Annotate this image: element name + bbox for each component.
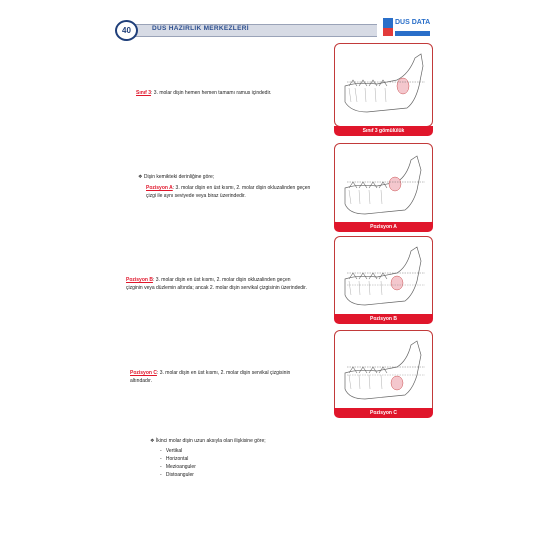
list-item: - Vertikal [160,448,183,454]
sinif3-text: : 3. molar dişin hemen hemen tamamı ramus içindedir. [151,90,272,96]
list-item: - Horizontal [160,456,189,462]
dusdata-logo [383,18,431,40]
logo-square-icon [383,18,393,28]
posA-text-2: çizgi ile aynı seviyede veya biraz üzerindedir. [146,193,246,199]
mandible-illustration [337,239,430,317]
posA-label: Pozisyon A [146,185,173,191]
posA-text-1: : 3. molar dişin en üst kısmı, 2. molar dişin okluzalinden geçen [172,185,311,191]
posA-paragraph [146,184,331,200]
posB-text-2: çizginin veya düzlemin altında; ancak 2. molar dişin servikal çizgisinin üzerindedir. [126,285,307,291]
posC-figure [334,330,433,414]
list-item-label: Distoanguler [165,472,194,478]
sinif3-paragraph [136,89,271,97]
posB-paragraph [126,276,331,292]
posC-text-2: altındadır. [130,378,152,384]
diamond-bullet-icon: ❖ [150,438,156,444]
mandible-illustration [337,46,430,124]
logo-subbar [395,31,430,36]
mandible-illustration [337,333,430,411]
posB-caption: Pozisyon B [334,314,433,324]
page-number: 40 [115,20,138,41]
header-title: DUS HAZIRLIK MERKEZLERİ [152,25,249,32]
mandible-illustration [337,146,430,224]
posA-caption: Pozisyon A [334,222,433,232]
depth-heading [138,173,214,181]
depth-heading-text: Dişin kemikteki derinliğine göre; [143,174,215,180]
posC-paragraph [130,369,330,385]
posC-text-1: : 3. molar dişin en üst kısmı, 2. molar dişin servikal çizgisinin [156,370,291,376]
posA-figure [334,143,433,227]
posC-caption: Pozisyon C [334,408,433,418]
axis-heading-text: İkinci molar dişin uzun aksıyla olan ilişkisine göre; [155,438,266,444]
list-item-label: Horizontal [165,456,189,462]
posB-label: Pozisyon B [126,277,153,283]
posC-label: Pozisyon C [130,370,157,376]
list-item: - Mezioanguler [160,464,196,470]
logo-square-red-icon [383,28,393,36]
list-item-label: Mezioanguler [165,464,196,470]
posB-figure [334,236,433,320]
list-item: - Distoanguler [160,472,194,478]
sinif3-figure [334,43,433,127]
diamond-bullet-icon: ❖ [138,174,144,180]
logo-text: DUS DATA [395,19,431,26]
list-item-label: Vertikal [165,448,183,454]
posB-text-1: : 3. molar dişin en üst kısmı, 2. molar dişin okluzalinden geçen [152,277,291,283]
sinif3-caption: Sınıf 3 gömülülük [334,126,433,136]
sinif3-label: Sınıf 3 [136,90,152,96]
axis-heading [150,437,266,445]
